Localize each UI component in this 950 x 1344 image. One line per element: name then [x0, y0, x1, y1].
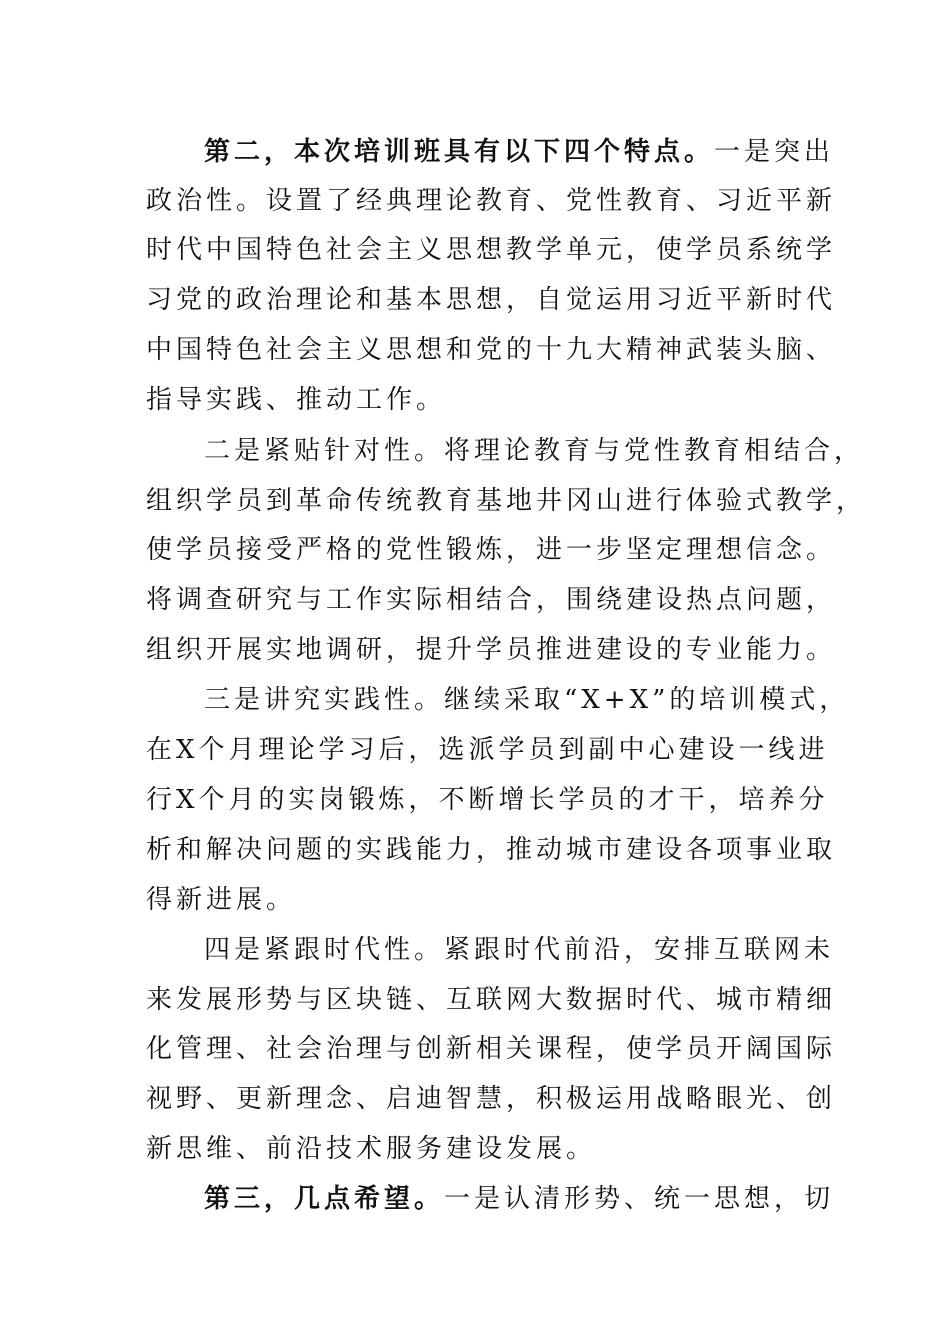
- paragraph-line: [146, 1129, 836, 1169]
- paragraph-line: [204, 431, 865, 471]
- line-text: 视野、更新理念、启迪智慧，积极运用战略眼光、创: [146, 1084, 837, 1114]
- line-text: 来发展形势与区块链、互联网大数据时代、城市精细: [146, 985, 837, 1015]
- paragraph-line: [146, 1079, 836, 1119]
- paragraph-line: [146, 580, 836, 620]
- line-text: 一是认清形势、统一思想，切: [444, 1184, 835, 1214]
- paragraph-line: [146, 780, 836, 820]
- paragraph-line: [146, 830, 836, 870]
- paragraph-line: [204, 1179, 844, 1219]
- line-text: 二是紧贴针对性。将理论教育与党性教育相结合，: [204, 436, 865, 466]
- line-text: 行X个月的实岗锻炼，不断增长学员的才干，培养分: [146, 785, 829, 815]
- line-text: 得新进展。: [146, 885, 297, 915]
- line-text: 习党的政治理论和基本思想，自觉运用习近平新时代: [146, 285, 837, 315]
- paragraph-line: [146, 330, 836, 370]
- line-text: 组织开展实地调研，提升学员推进建设的专业能力。: [146, 635, 837, 665]
- paragraph-line: [146, 380, 836, 420]
- line-text: 析和解决问题的实践能力，推动城市建设各项事业取: [146, 835, 837, 865]
- paragraph-line: [204, 930, 844, 970]
- paragraph-line: [146, 280, 836, 320]
- paragraph-line: [146, 630, 836, 670]
- line-text: 化管理、社会治理与创新相关课程，使学员开阔国际: [146, 1034, 837, 1064]
- section-heading: 第二，本次培训班具有以下四个特点。: [204, 137, 715, 167]
- line-text: 指导实践、推动工作。: [146, 385, 447, 415]
- line-text: 一是突出: [714, 137, 835, 167]
- line-text: 将调查研究与工作实际相结合，围绕建设热点问题，: [146, 585, 837, 615]
- line-text: 三是讲究实践性。继续采取“X+X”的培训模式，: [204, 685, 850, 715]
- paragraph-line: [146, 1029, 836, 1069]
- paragraph-line: [146, 481, 867, 521]
- paragraph-line: [146, 980, 836, 1020]
- paragraph-line: [146, 880, 836, 920]
- line-text: 四是紧跟时代性。紧跟时代前沿，安排互联网未: [204, 935, 835, 965]
- paragraph-line: [146, 230, 836, 270]
- paragraph-line: [204, 680, 850, 720]
- paragraph-line: [146, 181, 836, 221]
- line-text: 组织学员到革命传统教育基地井冈山进行体验式教学，: [146, 486, 867, 516]
- line-text: 新思维、前沿技术服务建设发展。: [146, 1134, 597, 1164]
- line-text: 在X个月理论学习后，选派学员到副中心建设一线进: [146, 735, 829, 765]
- paragraph-line: [204, 132, 844, 172]
- paragraph-line: [146, 730, 836, 770]
- line-text: 使学员接受严格的党性锻炼，进一步坚定理想信念。: [146, 535, 837, 565]
- paragraph-line: [146, 530, 836, 570]
- line-text: 中国特色社会主义思想和党的十九大精神武装头脑、: [146, 335, 837, 365]
- line-text: 政治性。设置了经典理论教育、党性教育、习近平新: [146, 186, 837, 216]
- line-text: 时代中国特色社会主义思想教学单元，使学员系统学: [146, 235, 837, 265]
- section-heading: 第三，几点希望。: [204, 1184, 445, 1214]
